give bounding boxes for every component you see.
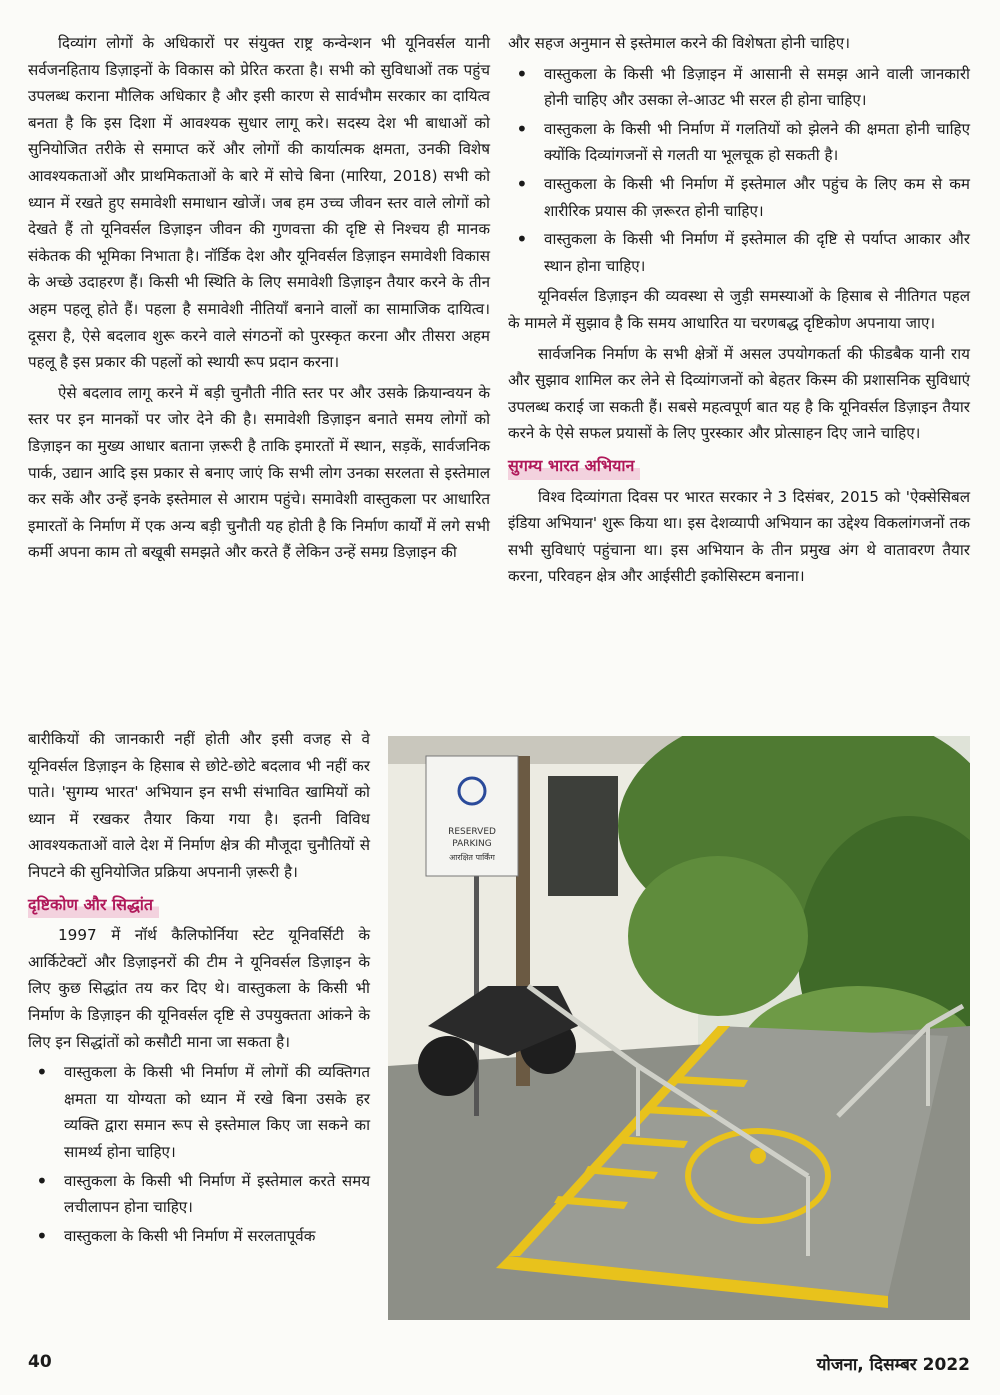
list-item: • वास्तुकला के किसी भी निर्माण में इस्तेमाल की दृष्टि से पर्याप्त आकार और स्थान होना चाहिए। <box>508 226 970 279</box>
principles-list <box>28 1059 370 1249</box>
page-number: 40 <box>28 1352 52 1372</box>
section-heading-principles: दृष्टिकोण और सिद्धांत <box>28 892 159 919</box>
wheelchair-floor-symbol-head <box>750 1148 766 1164</box>
list-item: • वास्तुकला के किसी भी निर्माण में इस्तेमाल करते समय लचीलापन होना चाहिए। <box>28 1168 370 1221</box>
tree-foliage <box>628 856 808 1016</box>
section-heading-accessible-india: सुगम्य भारत अभियान <box>508 453 640 480</box>
paragraph: 1997 में नॉर्थ कैलिफोर्निया स्टेट यूनिवर्सिटी के आर्किटेक्टों और डिज़ाइनरों की टीम ने यूनिवर्सल डिज़ाइन के लिए कुछ सिद्धांत तय कर दिए थे। वास्तुकला के किसी भी निर्माण के डिज़ाइन की यूनिवर्सल दृष्टि से उपयुक्तता आंकने के लिए इन सिद्धांतों को कसौटी माना जा सकता है। <box>28 926 370 1051</box>
principles-list-continued <box>508 61 970 280</box>
paragraph: सार्वजनिक निर्माण के सभी क्षेत्रों में असल उपयोगकर्ता की फीडबैक यानी राय और सुझाव शामिल कर लेने से दिव्यांगजनों को बेहतर किस्म की प्रशासनिक सुविधाएं उपलब्ध कराई जा सकती हैं। सबसे महत्वपूर्ण बात यह है कि यूनिवर्सल डिज़ाइन तैयार करने के ऐसे सफल प्रयासों के लिए पुरस्कार और प्रोत्साहन दिए जाने चाहिए। <box>508 344 970 443</box>
magazine-name: योजना, दिसम्बर 2022 <box>816 1355 970 1375</box>
paragraph: दिव्यांग लोगों के अधिकारों पर संयुक्त राष्ट्र कन्वेन्शन भी यूनिवर्सल यानी सर्वजनहिताय डिज़ाइनों के विकास को प्रेरित करता है। सभी को सुविधाओं तक पहुंच उपलब्ध कराना मौलिक अधिकार है और इसी कारण से सार्वभौम सरकार का दायित्व बनता है कि इस दिशा में आवश्यक सुधार लागू करे। सदस्य देश भी बाधाओं को सुनियोजित तरीके से समाप्त करें और लोगों की कार्यात्मक क्षमता, उनकी विशेष आवश्यकताओं और प्राथमिकताओं के बारे में सोचे बिना (मारिया, 2018) सभी को ध्यान में रखते हुए समावेशी समाधान खोजें। जब हम उच्च जीवन स्तर वाले लोगों को देखते हैं तो यूनिवर्सल डिज़ाइन जीवन की गुणवत्ता की दृष्टि से निश्चय ही मानक संकेतक की भूमिका निभाता है। नॉर्डिक देश और यूनिवर्सल डिज़ाइन समावेशी विकास के अच्छे उदाहरण हैं। किसी भी स्थिति के लिए समावेशी डिज़ाइन तैयार करने के तीन अहम पहलू होते हैं। पहला है समावेशी नीतियाँ बनाने वालों का सामाजिक दायित्व। दूसरा है, ऐसे बदलाव शुरू करने वाले संगठनों को पुरस्कृत करना और तीसरा अहम पहलू है इस प्रकार की पहलों को स्थायी रूप प्रदान करना। <box>28 34 490 372</box>
ramp-photo <box>388 736 970 1320</box>
sign-text: आरक्षित पार्किंग <box>449 853 495 862</box>
right-column <box>508 30 970 594</box>
sign-text: RESERVED <box>448 827 496 837</box>
paragraph: विश्व दिव्यांगता दिवस पर भारत सरकार ने 3 दिसंबर, 2015 को 'ऐक्सेसिबल इंडिया अभियान' शुरू किया था। इस देशव्यापी अभियान का उद्देश्य विकलांगजनों तक सभी सुविधाएं पहुंचाना था। इस अभियान के तीन प्रमुख अंग थे वातावरण तैयार करना, परिवहन क्षेत्र और आईसीटी इकोसिस्टम बनाना। <box>508 487 970 586</box>
list-item: • वास्तुकला के किसी भी निर्माण में गलतियों को झेलने की क्षमता होनी चाहिए क्योंकि दिव्यांगजनों से गलती या भूलचूक हो सकती है। <box>508 116 970 169</box>
list-item: • वास्तुकला के किसी भी डिज़ाइन में आसानी से समझ आने वाली जानकारी होनी चाहिए और उसका ले-आउट भी सरल ही होना चाहिए। <box>508 61 970 114</box>
list-item: • वास्तुकला के किसी भी निर्माण में सरलतापूर्वक <box>28 1223 370 1250</box>
list-item: • वास्तुकला के किसी भी निर्माण में इस्तेमाल और पहुंच के लिए कम से कम शारीरिक प्रयास की ज़रूरत होनी चाहिए। <box>508 171 970 224</box>
paragraph-continuation: और सहज अनुमान से इस्तेमाल करने की विशेषता होनी चाहिए। <box>508 34 850 52</box>
window <box>548 776 618 896</box>
paragraph: ऐसे बदलाव लागू करने में बड़ी चुनौती नीति स्तर पर और उसके क्रियान्वयन के स्तर पर इन मानकों पर जोर देने की है। समावेशी डिज़ाइन बनाते समय लोगों को डिज़ाइन का मुख्य आधार बताना ज़रूरी है ताकि इमारतों में स्थान, सड़कें, सार्वजनिक पार्क, उद्यान आदि इस प्रकार से बनाए जाएं कि सभी लोग उनका सरलता से इस्तेमाल कर सकें और उन्हें इनके इस्तेमाल से आराम पहुंचे। समावेशी वास्तुकला पर आधारित इमारतों के निर्माण में एक अन्य बड़ी चुनौती यह होती है कि निर्माण कार्यों में लगे सभी कर्मी अपना काम तो बखूबी समझते और करते हैं लेकिन उन्हें समग्र डिज़ाइन की <box>28 383 490 562</box>
motorcycle-wheel <box>418 1036 478 1096</box>
paragraph-continuation: बारीकियों की जानकारी नहीं होती और इसी वजह से वे यूनिवर्सल डिज़ाइन के हिसाब से छोटे-छोटे बदलाव भी नहीं कर पाते। 'सुगम्य भारत' अभियान इन सभी संभावित खामियों को ध्यान में रखकर तैयार किया गया है। इतनी विविध आवश्यकताओं वाले देश में निर्माण क्षेत्र की मौजूदा चुनौतियों से निपटने की सुनियोजित प्रक्रिया अपनानी ज़रूरी है। <box>28 730 370 881</box>
left-lower-column <box>28 726 370 1253</box>
paragraph: यूनिवर्सल डिज़ाइन की व्यवस्था से जुड़ी समस्याओं के हिसाब से नीतिगत पहल के मामले में सुझाव है कि समय आधारित या चरणबद्ध दृष्टिकोण अपनाया जाए। <box>508 287 970 332</box>
sign-text: PARKING <box>452 839 492 849</box>
left-column <box>28 30 490 570</box>
list-item: • वास्तुकला के किसी भी निर्माण में लोगों की व्यक्तिगत क्षमता या योग्यता को ध्यान में रखे बिना उसके हर व्यक्ति द्वारा समान रूप से इस्तेमाल किए जा सकने का सामर्थ्य होना चाहिए। <box>28 1059 370 1165</box>
